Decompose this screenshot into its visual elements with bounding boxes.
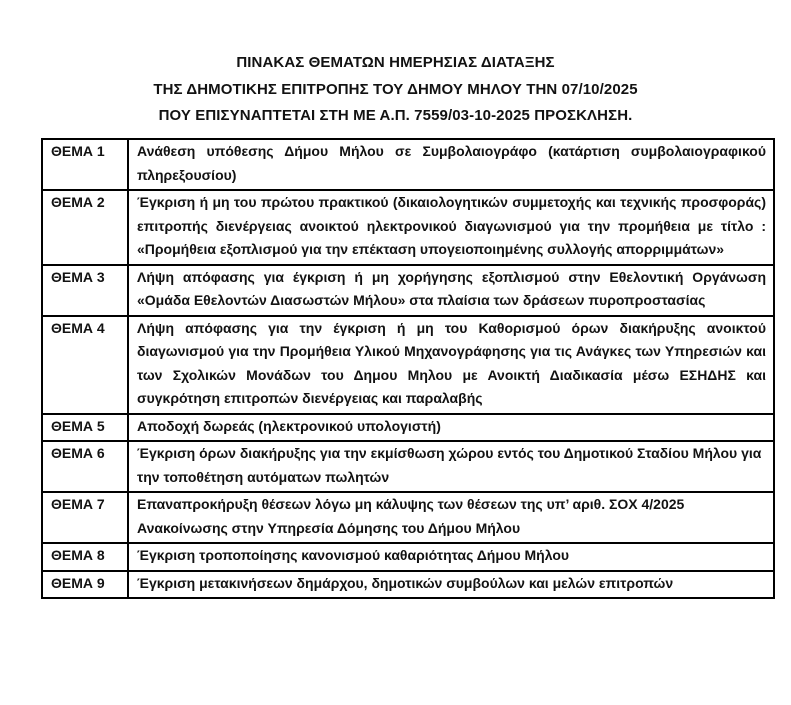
topic-description: Έγκριση ή μη του πρώτου πρακτικού (δικαιολογητικών συμμετοχής και τεχνικής προσφοράς) επιτροπής διενέργειας ανοικτού ηλεκτρονικού διαγωνισμού για την προμήθεια με τίτλο : «Προμήθεια εξοπλισμού για την επέκταση υπογειοποιημένης συλλογής απορριμμάτων»: [128, 190, 774, 265]
topic-number-label: ΘΕΜΑ 6: [42, 441, 128, 492]
topic-description: Επαναπροκήρυξη θέσεων λόγω μη κάλυψης των θέσεων της υπ’ αριθ. ΣΟΧ 4/2025 Ανακοίνωσης στην Υπηρεσία Δόμησης του Δήμου Μήλου: [128, 492, 774, 543]
topic-description: Αποδοχή δωρεάς (ηλεκτρονικού υπολογιστή): [128, 414, 774, 442]
agenda-row: [42, 441, 774, 492]
agenda-table-body: [42, 139, 774, 598]
topic-number-label: ΘΕΜΑ 9: [42, 571, 128, 599]
header-line-committee: ΤΗΣ ΔΗΜΟΤΙΚΗΣ ΕΠΙΤΡΟΠΗΣ ΤΟΥ ΔΗΜΟΥ ΜΗΛΟΥ ΤΗΝ 07/10/2025: [153, 80, 638, 98]
agenda-table: [41, 138, 775, 599]
topic-number-label: ΘΕΜΑ 2: [42, 190, 128, 265]
agenda-row: [42, 492, 774, 543]
topic-number-label: ΘΕΜΑ 8: [42, 543, 128, 571]
agenda-row: [42, 571, 774, 599]
topic-description: Έγκριση μετακινήσεων δημάρχου, δημοτικών συμβούλων και μελών επιτροπών: [128, 571, 774, 599]
agenda-row: [42, 543, 774, 571]
topic-number-label: ΘΕΜΑ 3: [42, 265, 128, 316]
topic-description: Ανάθεση υπόθεσης Δήμου Μήλου σε Συμβολαιογράφο (κατάρτιση συμβολαιογραφικού πληρεξουσίου): [128, 139, 774, 190]
agenda-row: [42, 316, 774, 414]
agenda-row: [42, 139, 774, 190]
topic-number-label: ΘΕΜΑ 1: [42, 139, 128, 190]
topic-number-label: ΘΕΜΑ 5: [42, 414, 128, 442]
agenda-row: [42, 414, 774, 442]
topic-description: Λήψη απόφασης για έγκριση ή μη χορήγησης εξοπλισμού στην Εθελοντική Οργάνωση «Ομάδα Εθελοντών Διασωστών Μήλου» στα πλαίσια των δράσεων πυροπροστασίας: [128, 265, 774, 316]
header-line-title: ΠΙΝΑΚΑΣ ΘΕΜΑΤΩΝ ΗΜΕΡΗΣΙΑΣ ΔΙΑΤΑΞΗΣ: [236, 54, 555, 71]
topic-number-label: ΘΕΜΑ 7: [42, 492, 128, 543]
topic-description: Λήψη απόφασης για την έγκριση ή μη του Καθορισμού όρων διακήρυξης ανοικτού διαγωνισμού για την Προμήθεια Υλικού Μηχανογράφησης για τις Ανάγκες των Υπηρεσιών και των Σχολικών Μονάδων του Δημου Μηλου με Ανοικτή Διαδικασία μέσω ΕΣΗΔΗΣ και συγκρότηση επιτροπών διενέργειας και παραλαβής: [128, 316, 774, 414]
header-line-protocol: ΠΟΥ ΕΠΙΣΥΝΑΠΤΕΤΑΙ ΣΤΗ ΜΕ Α.Π. 7559/03-10-2025 ΠΡΟΣΚΛΗΣΗ.: [158, 107, 633, 124]
topic-description: Έγκριση όρων διακήρυξης για την εκμίσθωση χώρου εντός του Δημοτικού Σταδίου Μήλου για την τοποθέτηση αυτόματων πωλητών: [128, 441, 774, 492]
agenda-row: [42, 265, 774, 316]
topic-description: Έγκριση τροποποίησης κανονισμού καθαριότητας Δήμου Μήλου: [128, 543, 774, 571]
agenda-row: [42, 190, 774, 265]
topic-number-label: ΘΕΜΑ 4: [42, 316, 128, 414]
document-header: [0, 50, 791, 130]
